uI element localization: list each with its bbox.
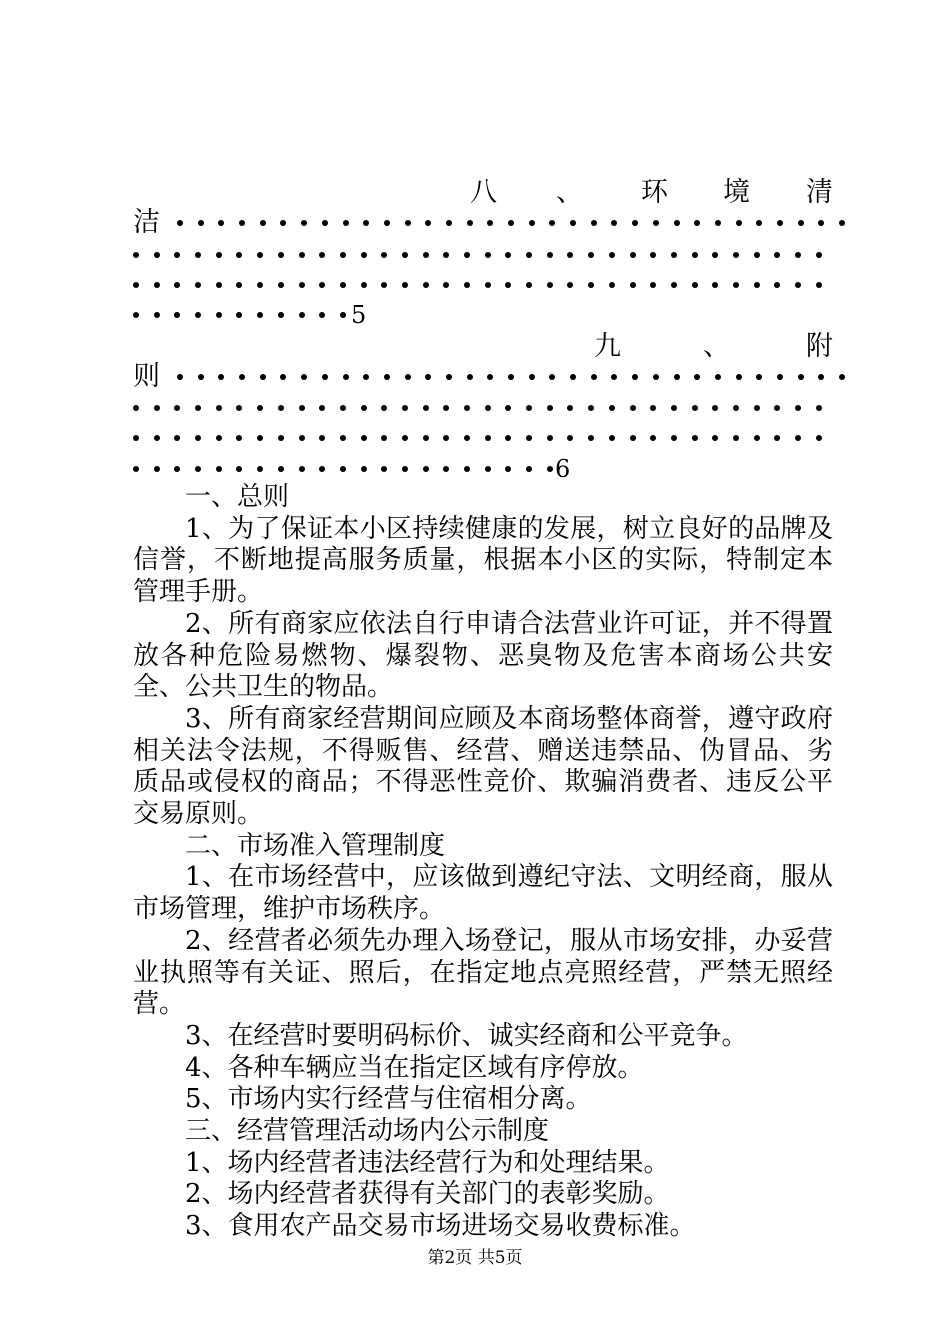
- leader-dot: [133, 405, 139, 411]
- paragraph: 2、经营者必须先办理入场登记，服从市场安排，办妥营业执照等有关证、照后，在指定地点亮照经营，严禁无照经营。: [133, 925, 833, 1020]
- toc-leader-dots: [133, 240, 836, 270]
- leader-dot: [609, 435, 615, 441]
- leader-dot: [736, 220, 742, 226]
- leader-dot: [733, 405, 739, 411]
- leader-dot: [650, 435, 656, 441]
- leader-dot: [361, 282, 367, 288]
- leader-dot: [402, 435, 408, 441]
- leader-dot: [692, 405, 698, 411]
- toc-title-char: 环: [641, 177, 668, 208]
- leader-dot: [278, 252, 284, 258]
- leader-dot: [177, 220, 183, 226]
- leader-dot: [650, 252, 656, 258]
- leader-dot: [839, 374, 845, 380]
- toc-title-char: 、: [703, 331, 730, 362]
- leader-dot: [630, 405, 636, 411]
- leader-dot: [260, 374, 266, 380]
- leader-dot: [216, 466, 222, 472]
- toc-title-char: 附: [806, 331, 833, 362]
- leader-dot: [464, 466, 470, 472]
- leader-dot: [195, 405, 201, 411]
- leader-dot: [570, 374, 576, 380]
- leader-dot: [239, 374, 245, 380]
- leader-dot: [777, 374, 783, 380]
- leader-dot: [736, 374, 742, 380]
- document-body: [133, 482, 833, 1243]
- leader-dot: [174, 435, 180, 441]
- leader-dot: [381, 405, 387, 411]
- leader-dot: [299, 466, 305, 472]
- leader-dot: [653, 220, 659, 226]
- leader-dot: [363, 220, 369, 226]
- leader-dot: [464, 252, 470, 258]
- leader-dot: [712, 252, 718, 258]
- toc-leader-dots: [177, 208, 860, 238]
- leader-dot: [443, 405, 449, 411]
- leader-dot: [154, 282, 160, 288]
- leader-dot: [487, 374, 493, 380]
- leader-dot: [154, 435, 160, 441]
- paragraph: 2、所有商家应依法自行申请合法营业许可证，并不得置放各种危险易燃物、爆裂物、恶臭物及危害本商场公共安全、公共卫生的物品。: [133, 608, 833, 703]
- leader-dot: [340, 435, 346, 441]
- leader-dot: [363, 374, 369, 380]
- leader-dot: [216, 252, 222, 258]
- leader-dot: [671, 282, 677, 288]
- leader-dot: [402, 282, 408, 288]
- leader-dot: [280, 220, 286, 226]
- leader-dot: [485, 282, 491, 288]
- leader-dot: [754, 405, 760, 411]
- leader-dot: [816, 252, 822, 258]
- leader-dot: [774, 405, 780, 411]
- leader-dot: [278, 466, 284, 472]
- leader-dot: [549, 220, 555, 226]
- leader-dot: [650, 282, 656, 288]
- leader-dot: [588, 405, 594, 411]
- leader-dot: [174, 252, 180, 258]
- leader-dot: [278, 312, 284, 318]
- leader-dot: [174, 312, 180, 318]
- paragraph: 4、各种车辆应当在指定区域有序停放。: [185, 1052, 644, 1083]
- leader-dot: [733, 252, 739, 258]
- leader-dot: [467, 220, 473, 226]
- leader-dot: [591, 220, 597, 226]
- leader-dot: [381, 252, 387, 258]
- leader-dot: [774, 282, 780, 288]
- toc-title-char: 八: [470, 177, 497, 208]
- leader-dot: [154, 405, 160, 411]
- leader-dot: [671, 405, 677, 411]
- leader-dot: [361, 466, 367, 472]
- paragraph: 3、在经营时要明码标价、诚实经商和公平竞争。: [185, 1020, 748, 1051]
- leader-dot: [154, 466, 160, 472]
- leader-dot: [402, 252, 408, 258]
- leader-dot: [795, 435, 801, 441]
- leader-dot: [692, 252, 698, 258]
- leader-dot: [133, 282, 139, 288]
- leader-dot: [218, 374, 224, 380]
- page-footer: 第2页 共5页: [427, 1248, 523, 1268]
- leader-dot: [384, 374, 390, 380]
- leader-dot: [485, 466, 491, 472]
- leader-dot: [526, 405, 532, 411]
- leader-dot: [549, 374, 555, 380]
- leader-dot: [505, 435, 511, 441]
- leader-dot: [384, 220, 390, 226]
- leader-dot: [133, 252, 139, 258]
- paragraph: 1、在市场经营中，应该做到遵纪守法、文明经商，服从市场管理，维护市场秩序。: [133, 862, 833, 925]
- leader-dot: [508, 374, 514, 380]
- leader-dot: [485, 435, 491, 441]
- leader-dot: [299, 252, 305, 258]
- leader-dot: [299, 435, 305, 441]
- leader-dot: [754, 282, 760, 288]
- leader-dot: [547, 282, 553, 288]
- leader-dot: [650, 405, 656, 411]
- leader-dot: [402, 466, 408, 472]
- leader-dot: [795, 282, 801, 288]
- leader-dot: [257, 312, 263, 318]
- leader-dot: [405, 374, 411, 380]
- leader-dot: [632, 220, 638, 226]
- leader-dot: [340, 282, 346, 288]
- leader-dot: [505, 282, 511, 288]
- leader-dot: [174, 405, 180, 411]
- leader-dot: [443, 282, 449, 288]
- leader-dot: [381, 466, 387, 472]
- leader-dot: [278, 405, 284, 411]
- leader-dot: [694, 374, 700, 380]
- leader-dot: [174, 466, 180, 472]
- leader-dot: [299, 405, 305, 411]
- leader-dot: [443, 435, 449, 441]
- leader-dot: [236, 282, 242, 288]
- leader-dot: [567, 282, 573, 288]
- leader-dot: [278, 435, 284, 441]
- toc-title-char: 清: [806, 177, 833, 208]
- leader-dot: [301, 220, 307, 226]
- toc-leader-dots: [133, 300, 361, 330]
- leader-dot: [526, 466, 532, 472]
- leader-dot: [733, 282, 739, 288]
- leader-dot: [133, 312, 139, 318]
- leader-dot: [236, 405, 242, 411]
- leader-dot: [216, 282, 222, 288]
- leader-dot: [570, 220, 576, 226]
- toc-leader-dots: [177, 362, 860, 392]
- leader-dot: [756, 374, 762, 380]
- leader-dot: [446, 220, 452, 226]
- leader-dot: [464, 405, 470, 411]
- leader-dot: [239, 220, 245, 226]
- leader-dot: [218, 220, 224, 226]
- leader-dot: [818, 220, 824, 226]
- leader-dot: [692, 282, 698, 288]
- leader-dot: [257, 405, 263, 411]
- toc-title-char: 则: [133, 361, 160, 392]
- leader-dot: [715, 374, 721, 380]
- leader-dot: [756, 220, 762, 226]
- toc-title-char: 境: [723, 177, 750, 208]
- leader-dot: [133, 435, 139, 441]
- leader-dot: [774, 435, 780, 441]
- leader-dot: [381, 435, 387, 441]
- leader-dot: [609, 405, 615, 411]
- leader-dot: [133, 466, 139, 472]
- leader-dot: [591, 374, 597, 380]
- leader-dot: [340, 466, 346, 472]
- leader-dot: [712, 405, 718, 411]
- leader-dot: [257, 435, 263, 441]
- leader-dot: [547, 405, 553, 411]
- leader-dot: [609, 252, 615, 258]
- leader-dot: [236, 466, 242, 472]
- leader-dot: [319, 282, 325, 288]
- leader-dot: [508, 220, 514, 226]
- leader-dot: [177, 374, 183, 380]
- leader-dot: [361, 252, 367, 258]
- leader-dot: [423, 252, 429, 258]
- leader-dot: [692, 435, 698, 441]
- leader-dot: [733, 435, 739, 441]
- leader-dot: [464, 435, 470, 441]
- leader-dot: [588, 252, 594, 258]
- leader-dot: [195, 252, 201, 258]
- leader-dot: [671, 435, 677, 441]
- leader-dot: [425, 220, 431, 226]
- leader-dot: [322, 374, 328, 380]
- leader-dot: [526, 252, 532, 258]
- leader-dot: [547, 466, 553, 472]
- leader-dot: [257, 252, 263, 258]
- toc-page-number: 5: [351, 301, 367, 329]
- leader-dot: [198, 374, 204, 380]
- leader-dot: [423, 282, 429, 288]
- leader-dot: [257, 282, 263, 288]
- leader-dot: [674, 220, 680, 226]
- leader-dot: [195, 435, 201, 441]
- leader-dot: [216, 312, 222, 318]
- leader-dot: [301, 374, 307, 380]
- toc-title-char: 九: [594, 331, 621, 362]
- leader-dot: [260, 220, 266, 226]
- leader-dot: [818, 374, 824, 380]
- leader-dot: [754, 252, 760, 258]
- leader-dot: [505, 466, 511, 472]
- leader-dot: [777, 220, 783, 226]
- toc-title-char: 、: [556, 177, 583, 208]
- section-heading: 二、市场准入管理制度: [185, 830, 446, 861]
- toc-leader-dots: [133, 270, 836, 300]
- leader-dot: [611, 220, 617, 226]
- leader-dot: [609, 282, 615, 288]
- leader-dot: [816, 282, 822, 288]
- leader-dot: [816, 405, 822, 411]
- leader-dot: [216, 405, 222, 411]
- leader-dot: [529, 220, 535, 226]
- leader-dot: [467, 374, 473, 380]
- toc-title-char: 洁: [133, 207, 160, 238]
- leader-dot: [798, 220, 804, 226]
- leader-dot: [174, 282, 180, 288]
- paragraph: 3、所有商家经营期间应顾及本商场整体商誉，遵守政府相关法令法规，不得贩售、经营、赠送违禁品、伪冒品、劣质品或侵权的商品；不得恶性竞价、欺骗消费者、违反公平交易原则。: [133, 703, 833, 830]
- paragraph: 2、场内经营者获得有关部门的表彰奖励。: [185, 1179, 670, 1210]
- leader-dot: [340, 312, 346, 318]
- leader-dot: [236, 252, 242, 258]
- leader-dot: [547, 435, 553, 441]
- leader-dot: [361, 435, 367, 441]
- leader-dot: [340, 252, 346, 258]
- leader-dot: [630, 252, 636, 258]
- leader-dot: [798, 374, 804, 380]
- leader-dot: [754, 435, 760, 441]
- toc-page-number: 6: [555, 455, 571, 483]
- leader-dot: [405, 220, 411, 226]
- leader-dot: [567, 405, 573, 411]
- leader-dot: [425, 374, 431, 380]
- leader-dot: [674, 374, 680, 380]
- leader-dot: [343, 220, 349, 226]
- leader-dot: [446, 374, 452, 380]
- leader-dot: [236, 435, 242, 441]
- leader-dot: [816, 435, 822, 441]
- leader-dot: [195, 282, 201, 288]
- leader-dot: [361, 405, 367, 411]
- leader-dot: [671, 252, 677, 258]
- leader-dot: [547, 252, 553, 258]
- leader-dot: [632, 374, 638, 380]
- section-heading: 一、总则: [185, 482, 290, 512]
- leader-dot: [319, 312, 325, 318]
- leader-dot: [505, 405, 511, 411]
- leader-dot: [567, 435, 573, 441]
- paragraph: 3、食用农产品交易市场进场交易收费标准。: [185, 1211, 696, 1242]
- leader-dot: [299, 312, 305, 318]
- leader-dot: [319, 466, 325, 472]
- leader-dot: [423, 466, 429, 472]
- leader-dot: [319, 252, 325, 258]
- leader-dot: [588, 435, 594, 441]
- leader-dot: [195, 466, 201, 472]
- leader-dot: [839, 220, 845, 226]
- leader-dot: [712, 282, 718, 288]
- leader-dot: [443, 466, 449, 472]
- leader-dot: [340, 405, 346, 411]
- leader-dot: [278, 282, 284, 288]
- leader-dot: [464, 282, 470, 288]
- paragraph: 1、场内经营者违法经营行为和处理结果。: [185, 1147, 670, 1178]
- leader-dot: [343, 374, 349, 380]
- leader-dot: [526, 435, 532, 441]
- section-heading: 三、经营管理活动场内公示制度: [185, 1116, 550, 1147]
- leader-dot: [529, 374, 535, 380]
- leader-dot: [154, 252, 160, 258]
- leader-dot: [322, 220, 328, 226]
- leader-dot: [611, 374, 617, 380]
- leader-dot: [216, 435, 222, 441]
- leader-dot: [198, 220, 204, 226]
- leader-dot: [402, 405, 408, 411]
- leader-dot: [485, 252, 491, 258]
- leader-dot: [526, 282, 532, 288]
- leader-dot: [653, 374, 659, 380]
- paragraph: 5、市场内实行经营与住宿相分离。: [185, 1084, 592, 1115]
- leader-dot: [567, 252, 573, 258]
- leader-dot: [236, 312, 242, 318]
- leader-dot: [319, 405, 325, 411]
- leader-dot: [485, 405, 491, 411]
- leader-dot: [715, 220, 721, 226]
- leader-dot: [423, 405, 429, 411]
- leader-dot: [694, 220, 700, 226]
- leader-dot: [588, 282, 594, 288]
- leader-dot: [299, 282, 305, 288]
- leader-dot: [630, 282, 636, 288]
- toc-leader-dots: [133, 423, 836, 453]
- leader-dot: [795, 252, 801, 258]
- leader-dot: [630, 435, 636, 441]
- leader-dot: [487, 220, 493, 226]
- leader-dot: [381, 282, 387, 288]
- leader-dot: [154, 312, 160, 318]
- leader-dot: [505, 252, 511, 258]
- leader-dot: [443, 252, 449, 258]
- paragraph: 1、为了保证本小区持续健康的发展，树立良好的品牌及信誉，不断地提高服务质量，根据本小区的实际，特制定本管理手册。: [133, 513, 833, 608]
- toc-leader-dots: [133, 454, 567, 484]
- leader-dot: [319, 435, 325, 441]
- leader-dot: [423, 435, 429, 441]
- toc-leader-dots: [133, 393, 836, 423]
- leader-dot: [795, 405, 801, 411]
- leader-dot: [257, 466, 263, 472]
- leader-dot: [280, 374, 286, 380]
- leader-dot: [712, 435, 718, 441]
- leader-dot: [774, 252, 780, 258]
- leader-dot: [195, 312, 201, 318]
